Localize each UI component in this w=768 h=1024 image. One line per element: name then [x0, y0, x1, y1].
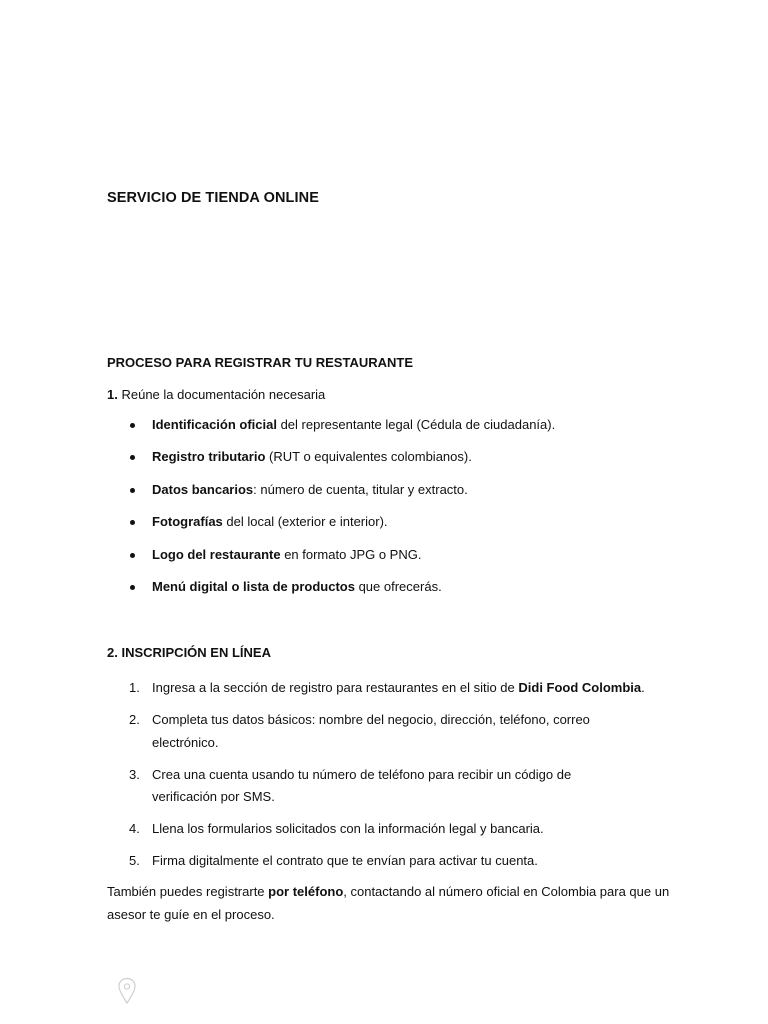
list-item — [107, 677, 667, 700]
list-item — [107, 579, 555, 611]
list-item-bold: Registro tributario — [152, 449, 266, 465]
step-one-line — [107, 387, 325, 402]
list-item-text: del representante legal (Cédula de ciudadanía). — [276, 417, 556, 432]
list-item-text: en formato JPG o PNG. — [280, 546, 422, 562]
closing-text-before: También puedes registrarte — [107, 884, 269, 899]
list-item-number: 3. — [129, 766, 140, 782]
list-item-suffix: . — [641, 680, 645, 695]
section-heading-registration-process: PROCESO PARA REGISTRAR TU RESTAURANTE — [107, 355, 413, 370]
list-item — [107, 709, 667, 754]
list-item-bold: Identificación oficial — [152, 417, 277, 432]
list-item — [107, 417, 555, 449]
list-item-text: Firma digitalmente el contrato que te envían para activar tu cuenta. — [152, 853, 538, 868]
list-item-bold: Didi Food Colombia — [518, 680, 642, 695]
document-title: SERVICIO DE TIENDA ONLINE — [107, 190, 319, 206]
closing-text-bold: por teléfono — [268, 884, 344, 899]
list-item-bold: Menú digital o lista de productos — [152, 578, 355, 594]
required-documents-list — [107, 417, 555, 611]
list-item-number: 1. — [129, 680, 140, 695]
list-item — [107, 514, 555, 546]
bullet-icon — [130, 520, 135, 525]
bullet-icon — [130, 585, 135, 590]
section-heading-online-signup: 2. INSCRIPCIÓN EN LÍNEA — [107, 645, 271, 660]
list-item-number: 4. — [129, 821, 140, 836]
list-item — [107, 764, 667, 809]
list-item — [107, 482, 555, 514]
list-item — [107, 547, 555, 579]
bullet-icon — [130, 423, 135, 428]
bullet-icon — [130, 553, 135, 558]
list-item-number: 2. — [129, 712, 140, 727]
list-item-bold: Datos bancarios — [152, 481, 254, 497]
list-item-bold: Fotografías — [152, 514, 223, 530]
list-item — [107, 850, 667, 873]
list-item-text: Ingresa a la sección de registro para restaurantes en el sitio de — [152, 680, 519, 695]
bullet-icon — [130, 455, 135, 460]
step-one-number: 1. — [107, 387, 118, 402]
list-item-text: Llena los formularios solicitados con la información legal y bancaria. — [152, 821, 544, 836]
closing-paragraph — [107, 880, 677, 926]
list-item-text: (RUT o equivalentes colombianos). — [265, 449, 472, 465]
list-item-text: del local (exterior e interior). — [222, 514, 388, 530]
list-item-number: 5. — [129, 853, 140, 868]
map-pin-icon — [117, 977, 137, 1005]
list-item-text: Completa tus datos básicos: nombre del negocio, dirección, teléfono, correo electrónico. — [152, 712, 590, 750]
list-item-bold: Logo del restaurante — [152, 546, 281, 562]
list-item — [107, 449, 555, 481]
list-item — [107, 818, 667, 841]
list-item-text: Crea una cuenta usando tu número de teléfono para recibir un código de verificación por SMS. — [152, 766, 572, 804]
list-item-text: : número de cuenta, titular y extracto. — [253, 481, 468, 497]
signup-steps-list — [107, 677, 667, 882]
step-one-text: Reúne la documentación necesaria — [121, 387, 326, 402]
closing-text-after: , contactando al número oficial en Colombia para que un asesor te guíe en el proceso. — [107, 884, 670, 922]
bullet-icon — [130, 488, 135, 493]
list-item-text: que ofrecerás. — [354, 578, 442, 594]
